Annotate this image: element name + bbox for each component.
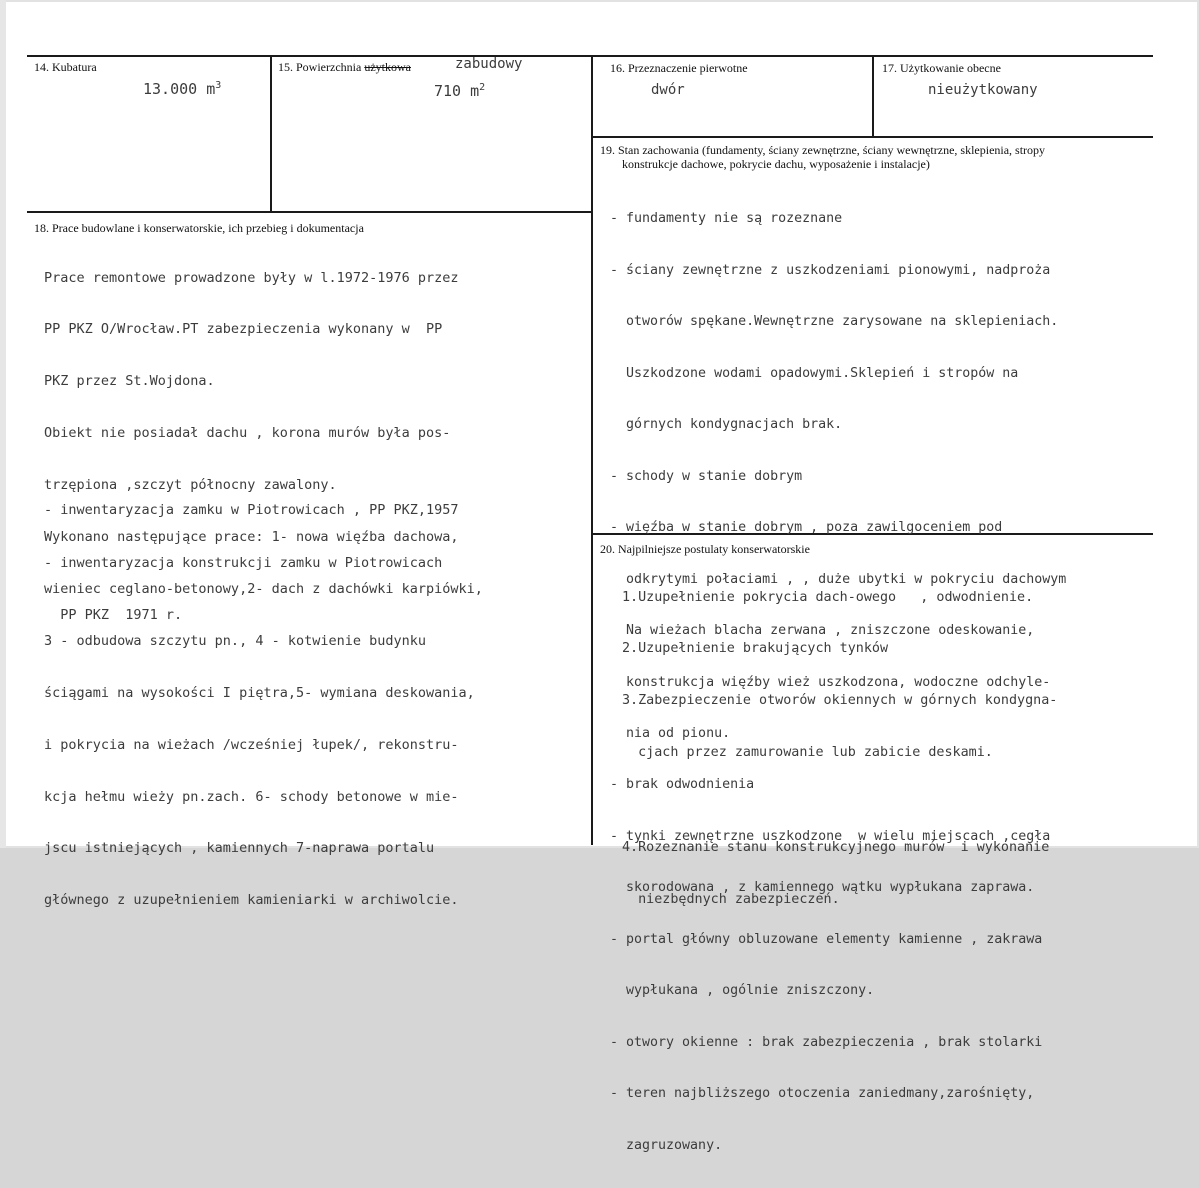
- stan-zachowania-label-2: konstrukcje dachowe, pokrycie dachu, wyposażenie i instalacje): [622, 157, 930, 171]
- postulaty-text: [622, 554, 1057, 943]
- prace-line: jscu istniejących , kamiennych 7-naprawa portalu: [44, 840, 435, 857]
- stan-line: - tynki zewnętrzne uszkodzone w wielu miejscach ,cegła: [610, 828, 1051, 844]
- postulat-line: niezbędnych zabezpieczeń.: [622, 891, 840, 907]
- prace-line: trzępiona ,szczyt północny zawalony.: [44, 477, 337, 494]
- prace-line: PKZ przez St.Wojdona.: [44, 373, 215, 390]
- stan-line: zagruzowany.: [610, 1137, 723, 1153]
- uzytkowanie-value: nieużytkowany: [928, 82, 1038, 98]
- stan-line: Uszkodzone wodami opadowymi.Sklepień i stropów na: [610, 365, 1019, 381]
- top-border: [27, 55, 1153, 57]
- prace-line: ściągami na wysokości I piętra,5- wymiana deskowania,: [44, 684, 475, 701]
- postulat-line: 4.Rozeznanie stanu konstrukcyjnego murów i wykonanie: [622, 839, 1050, 855]
- powierzchnia-label-prefix: 15. Powierzchnia: [278, 60, 365, 74]
- stan-line: - schody w stanie dobrym: [610, 468, 803, 484]
- stan-line: odkrytymi połaciami , , duże ubytki w pokryciu dachowym: [610, 571, 1067, 587]
- stan-line: - teren najbliższego otoczenia zaniedmany,zarośnięty,: [610, 1086, 1035, 1102]
- powierzchnia-number: 710 m: [434, 82, 480, 100]
- prace-line: 3 - odbudowa szczytu pn., 4 - kotwienie budynku: [44, 632, 427, 649]
- divider-14-15: [270, 55, 272, 211]
- powierzchnia-label-struck: użytkowa: [364, 60, 411, 74]
- bottom-border-16-17: [591, 136, 1153, 138]
- stan-line: górnych kondygnacjach brak.: [610, 417, 843, 433]
- dokumentacja-line: - inwentaryzacja zamku w Piotrowicach , PP PKZ,1957: [44, 502, 459, 518]
- prace-line: Wykonano następujące prace: 1- nowa więźba dachowa,: [44, 529, 459, 546]
- postulat-line: [622, 796, 1057, 804]
- prace-line: i pokrycia na wieżach /wcześniej łupek/, rekonstru-: [44, 736, 459, 753]
- dokumentacja-line: - inwentaryzacja konstrukcji zamku w Piotrowicach: [44, 554, 443, 571]
- stan-line: nia od pionu.: [610, 726, 731, 741]
- powierzchnia-label: [278, 60, 411, 75]
- prace-line: wieniec ceglano-betonowy,2- dach z dachówki karpiówki,: [44, 580, 483, 597]
- prace-label: 18. Prace budowlane i konserwatorskie, ich przebieg i dokumentacja: [34, 221, 364, 235]
- postulat-line: cjach przez zamurowanie lub zabicie deskami.: [622, 745, 993, 761]
- stan-line: wypłukana , ogólnie zniszczony.: [610, 983, 875, 999]
- stan-line: - portal główny obluzowane elementy kamienne , zakrawa: [610, 931, 1043, 947]
- stan-line: konstrukcja więźby wież uszkodzona, wodoczne odchyle-: [610, 674, 1051, 690]
- przeznaczenie-label: 16. Przeznaczenie pierwotne: [610, 61, 748, 75]
- prace-line: Obiekt nie posiadał dachu , korona murów była pos-: [44, 425, 451, 442]
- stan-line: skorodowana , z kamiennego wątku wypłukana zaprawa.: [610, 880, 1035, 896]
- dokumentacja-text: [44, 467, 459, 660]
- divider-left-right: [591, 55, 593, 845]
- page-edge: [0, 0, 6, 848]
- powierzchnia-value: [434, 82, 485, 100]
- stan-line: - brak odwodnienia: [610, 777, 755, 793]
- prace-line: Prace remontowe prowadzone były w l.1972-1976 przez: [44, 269, 459, 286]
- kubatura-number: 13.000 m: [143, 80, 216, 98]
- dokumentacja-line: PP PKZ 1971 r.: [44, 607, 183, 623]
- stan-line: Na wieżach blacha zerwana , zniszczone odeskowanie,: [610, 623, 1035, 639]
- stan-line: otworów spękane.Wewnętrzne zarysowane na sklepieniach.: [610, 314, 1059, 330]
- prace-line: PP PKZ O/Wrocław.PT zabezpieczenia wykonany w PP: [44, 321, 443, 338]
- stan-line: - otwory okienne : brak zabezpieczenia , brak stolarki: [610, 1034, 1043, 1050]
- stan-line: - fundamenty nie są rozeznane: [610, 211, 843, 227]
- prace-line: głównego z uzupełnieniem kamieniarki w archiwolcie.: [44, 892, 459, 909]
- kubatura-label: 14. Kubatura: [34, 60, 97, 74]
- przeznaczenie-value: dwór: [651, 82, 685, 98]
- stan-zachowania-label-1: 19. Stan zachowania (fundamenty, ściany zewnętrzne, ściany wewnętrzne, sklepienia, stropy: [600, 143, 1046, 157]
- bottom-border-14-15: [27, 211, 592, 213]
- uzytkowanie-label: 17. Użytkowanie obecne: [882, 61, 1001, 75]
- postulat-line: 1.Uzupełnienie pokrycia dach-owego , odwodnienie.: [622, 589, 1034, 605]
- divider-16-17: [872, 55, 874, 137]
- powierzchnia-typed-correction: zabudowy: [455, 56, 523, 72]
- stan-line: - więźba w stanie dobrym , poza zawilgoceniem pod: [610, 520, 1003, 536]
- postulat-line: 3.Zabezpieczenie otworów okiennych w górnych kondygna-: [622, 693, 1058, 709]
- kubatura-exponent: 3: [215, 80, 222, 91]
- prace-line: kcja hełmu wieży pn.zach. 6- schody betonowe w mie-: [44, 788, 459, 805]
- stan-line: - ściany zewnętrzne z uszkodzeniami pionowymi, nadproża: [610, 262, 1051, 278]
- postulat-line: 2.Uzupełnienie brakujących tynków: [622, 641, 889, 657]
- powierzchnia-exponent: 2: [479, 82, 486, 93]
- kubatura-value: [143, 80, 221, 98]
- postulaty-label: 20. Najpilniejsze postulaty konserwatorskie: [600, 542, 810, 556]
